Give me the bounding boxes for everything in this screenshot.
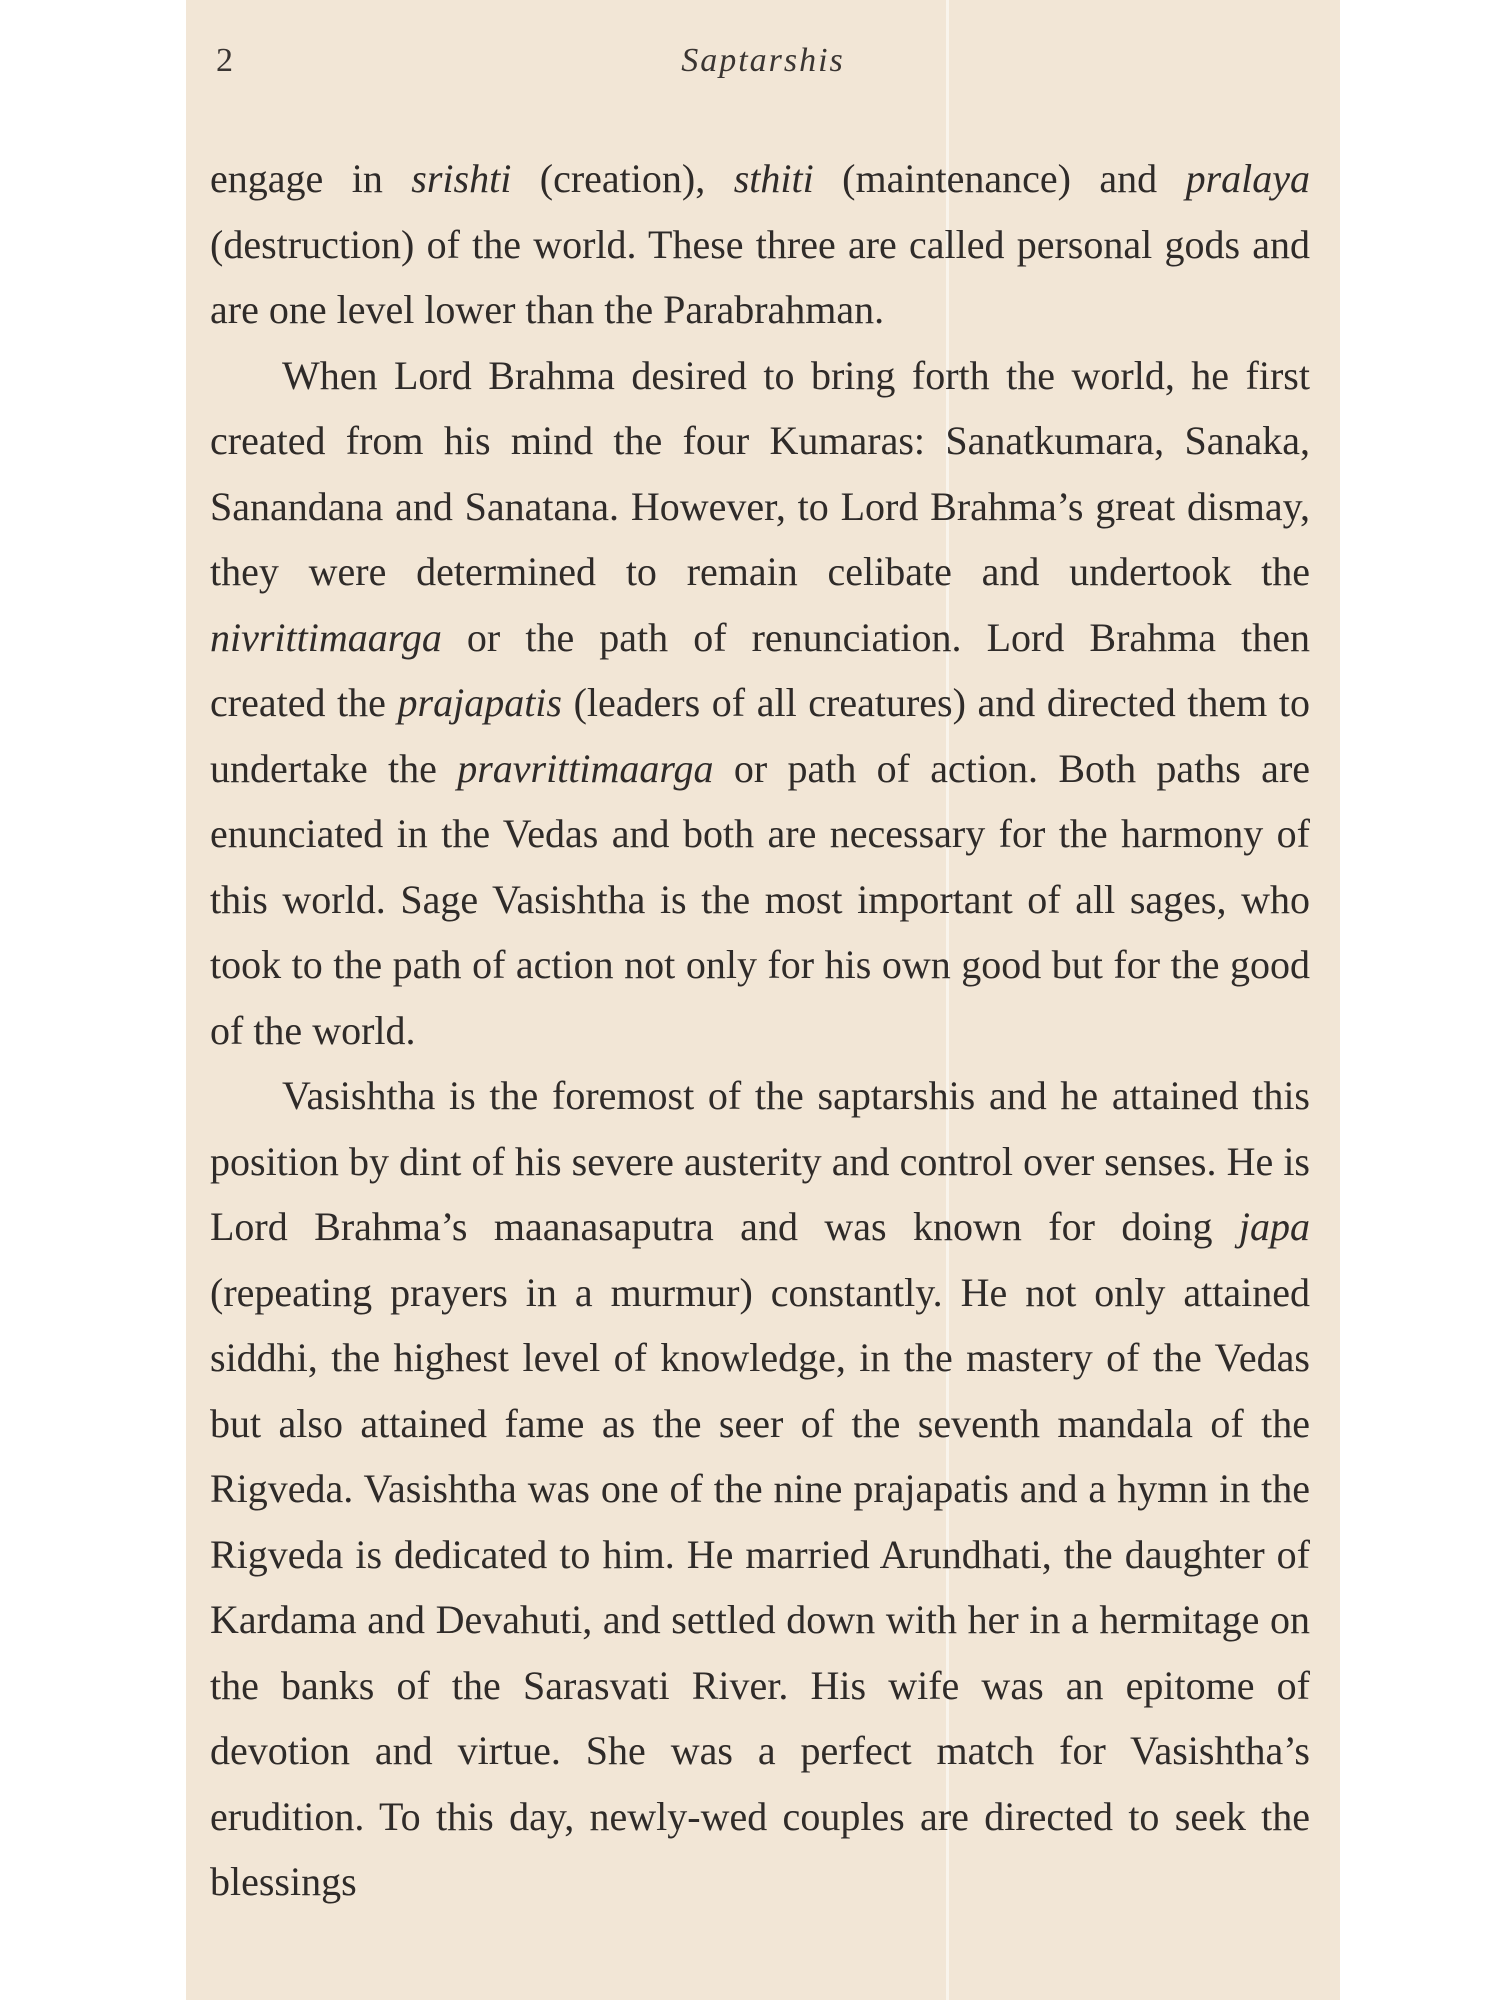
text-run: (creation), <box>511 156 734 201</box>
italic-term: prajapatis <box>397 680 562 725</box>
italic-term: pralaya <box>1185 156 1311 201</box>
italic-term: nivrittimaarga <box>210 614 442 660</box>
book-page <box>186 0 1340 2000</box>
text-run: When Lord Brahma desired to bring forth the world, he first created from his mind the four Kumaras: Sanatkumara, Sanaka, Sanandana and Sanatana. However, to Lord Brahma’s great dismay, they were determined to remain celibate and undertook the <box>210 352 1310 594</box>
italic-term: sthiti <box>733 156 814 201</box>
text-run: (maintenance) and <box>813 156 1186 201</box>
running-title: Saptarshis <box>681 42 845 79</box>
italic-term: pravrittimaarga <box>457 745 714 791</box>
paragraph <box>210 146 1310 343</box>
italic-term: japa <box>1238 1204 1310 1249</box>
page-number: 2 <box>216 42 233 79</box>
italic-term: srishti <box>411 156 512 201</box>
text-run: Vasishtha is the foremost of the saptarshis and he attained this position by dint of his severe austerity and control over senses. He is Lord Brahma’s maanasaputra and was known for doing <box>210 1073 1310 1249</box>
paragraph <box>210 343 1310 1064</box>
paragraph <box>210 1063 1310 1915</box>
text-run: (repeating prayers in a murmur) constantly. He not only attained siddhi, the highest level of knowledge, in the mastery of the Vedas but also attained fame as the seer of the seventh mandala of the Rigveda. Vasishtha was one of the nine prajapatis and a hymn in the Rigveda is dedicated to him. He married Arundhati, the daughter of Kardama and Devahuti, and settled down with her in a hermitage on the banks of the Sarasvati River. His wife was an epitome of devotion and virtue. She was a perfect match for Vasishtha’s erudition. To this day, newly-wed couples are directed to seek the blessings <box>210 1269 1310 1904</box>
text-run: or the path of renunciation. Lord Brahma then created the <box>210 614 1310 725</box>
text-run: (destruction) of the world. These three are called personal gods and are one level lower than the Parabrahman. <box>210 221 1310 332</box>
text-run: engage in <box>210 156 412 201</box>
text-run: (leaders of all creatures) and directed them to undertake the <box>210 680 1310 791</box>
text-run: or path of action. Both paths are enunciated in the Vedas and both are necessary for the harmony of this world. Sage Vasishtha is the most important of all sages, who took to the path of action not only for his own good but for the good of the world. <box>210 745 1311 1053</box>
body-text <box>210 146 1310 1915</box>
